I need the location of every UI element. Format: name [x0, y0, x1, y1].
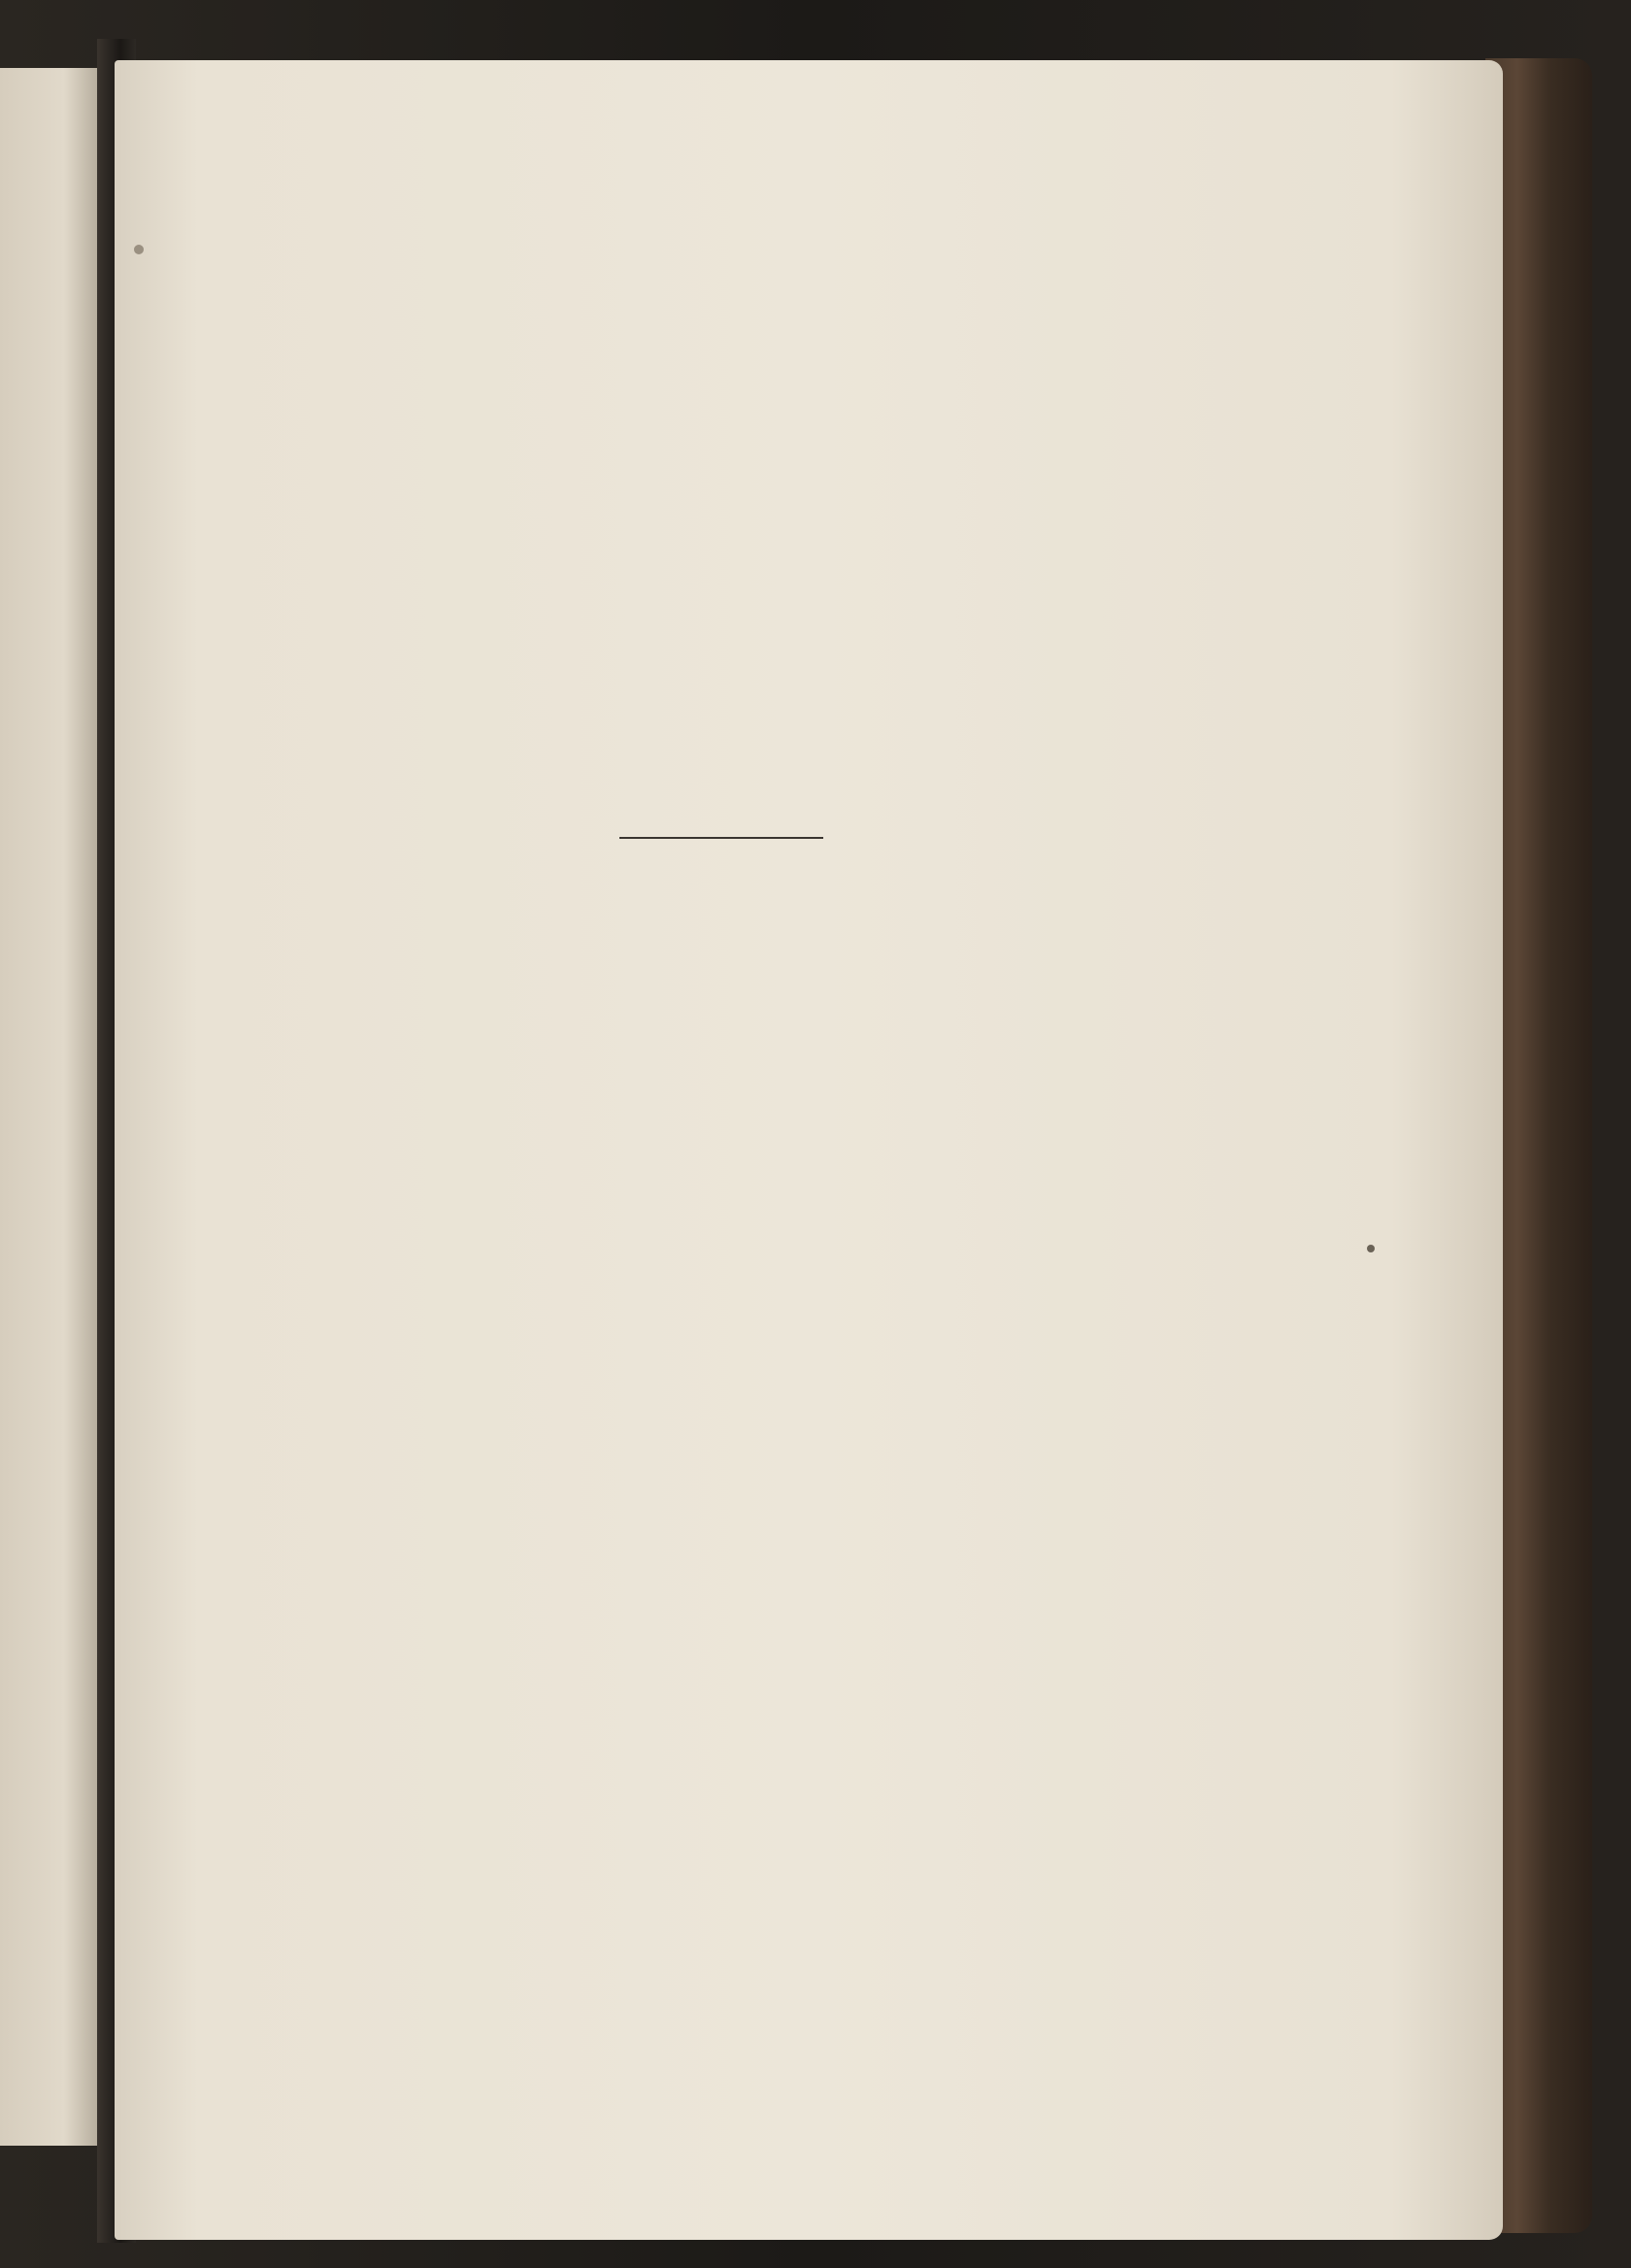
paper-speck: [1367, 1245, 1375, 1252]
left-page-edge: [0, 68, 107, 2146]
paper-speck: [134, 245, 144, 254]
book-page: [115, 60, 1503, 2240]
section-divider: [619, 837, 823, 839]
